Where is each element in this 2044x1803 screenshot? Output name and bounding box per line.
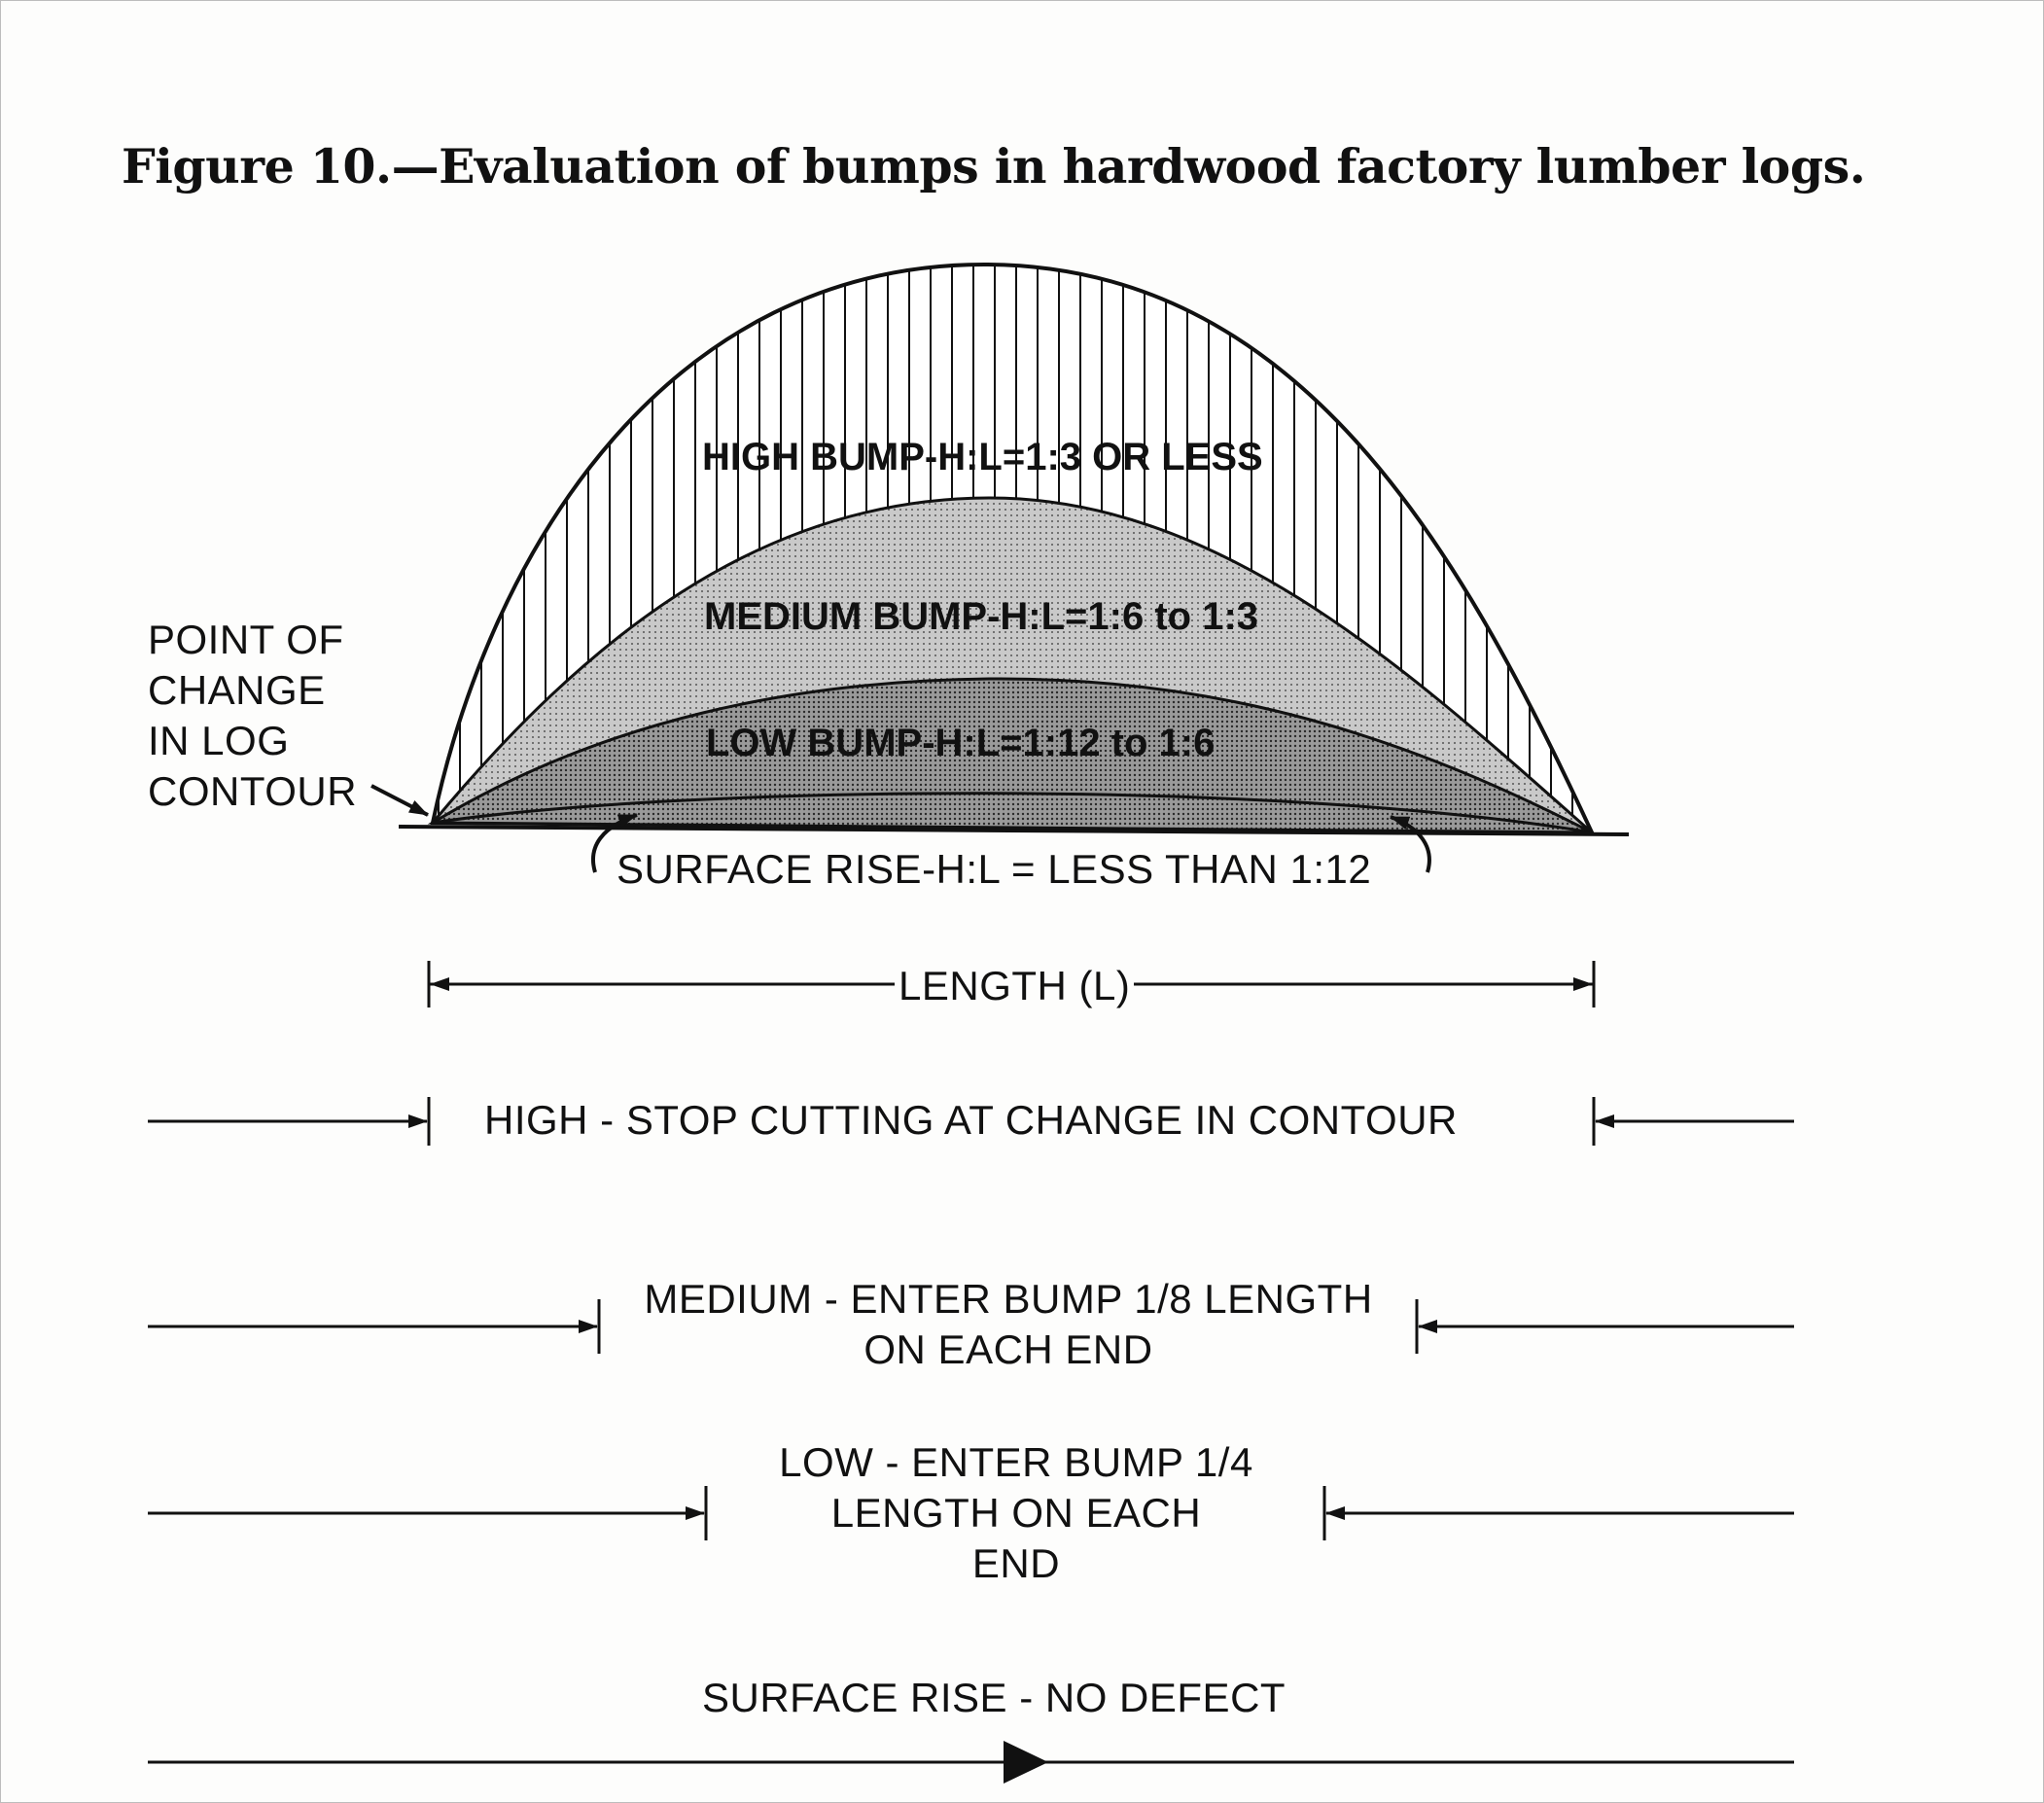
medium-rule-line-2: ON EACH END	[863, 1326, 1153, 1372]
low-rule-line-1: LOW - ENTER BUMP 1/4	[779, 1439, 1253, 1485]
figure-title: Figure 10.—Evaluation of bumps in hardwood factory lumber logs.	[122, 138, 1866, 194]
surface-rise-rule-line	[148, 1741, 1794, 1784]
point-of-change-line-2: CHANGE	[148, 667, 326, 713]
point-of-change-line-3: IN LOG	[148, 718, 290, 763]
point-of-change-line-4: CONTOUR	[148, 768, 358, 814]
low-bump-label: LOW BUMP-H:L=1:12 to 1:6	[706, 722, 1216, 764]
medium-rule-line-1: MEDIUM - ENTER BUMP 1/8 LENGTH	[644, 1276, 1373, 1322]
low-rule-text	[720, 1437, 1313, 1589]
surface-rise-rule-text: SURFACE RISE - NO DEFECT	[702, 1675, 1286, 1720]
high-rule-text: HIGH - STOP CUTTING AT CHANGE IN CONTOUR	[484, 1097, 1458, 1143]
point-of-change-arrow	[371, 786, 428, 815]
high-bump-label: HIGH BUMP-H:L=1:3 OR LESS	[702, 436, 1263, 478]
surface-rise-label: SURFACE RISE-H:L = LESS THAN 1:12	[617, 846, 1372, 892]
medium-bump-label: MEDIUM BUMP-H:L=1:6 to 1:3	[704, 595, 1259, 638]
point-of-change-line-1: POINT OF	[148, 617, 344, 662]
medium-rule-text	[611, 1274, 1406, 1375]
low-rule-line-3: END	[971, 1540, 1061, 1586]
length-label: LENGTH (L)	[895, 963, 1134, 1009]
point-of-change-label	[148, 615, 357, 817]
low-rule-line-2: LENGTH ON EACH	[830, 1490, 1202, 1536]
